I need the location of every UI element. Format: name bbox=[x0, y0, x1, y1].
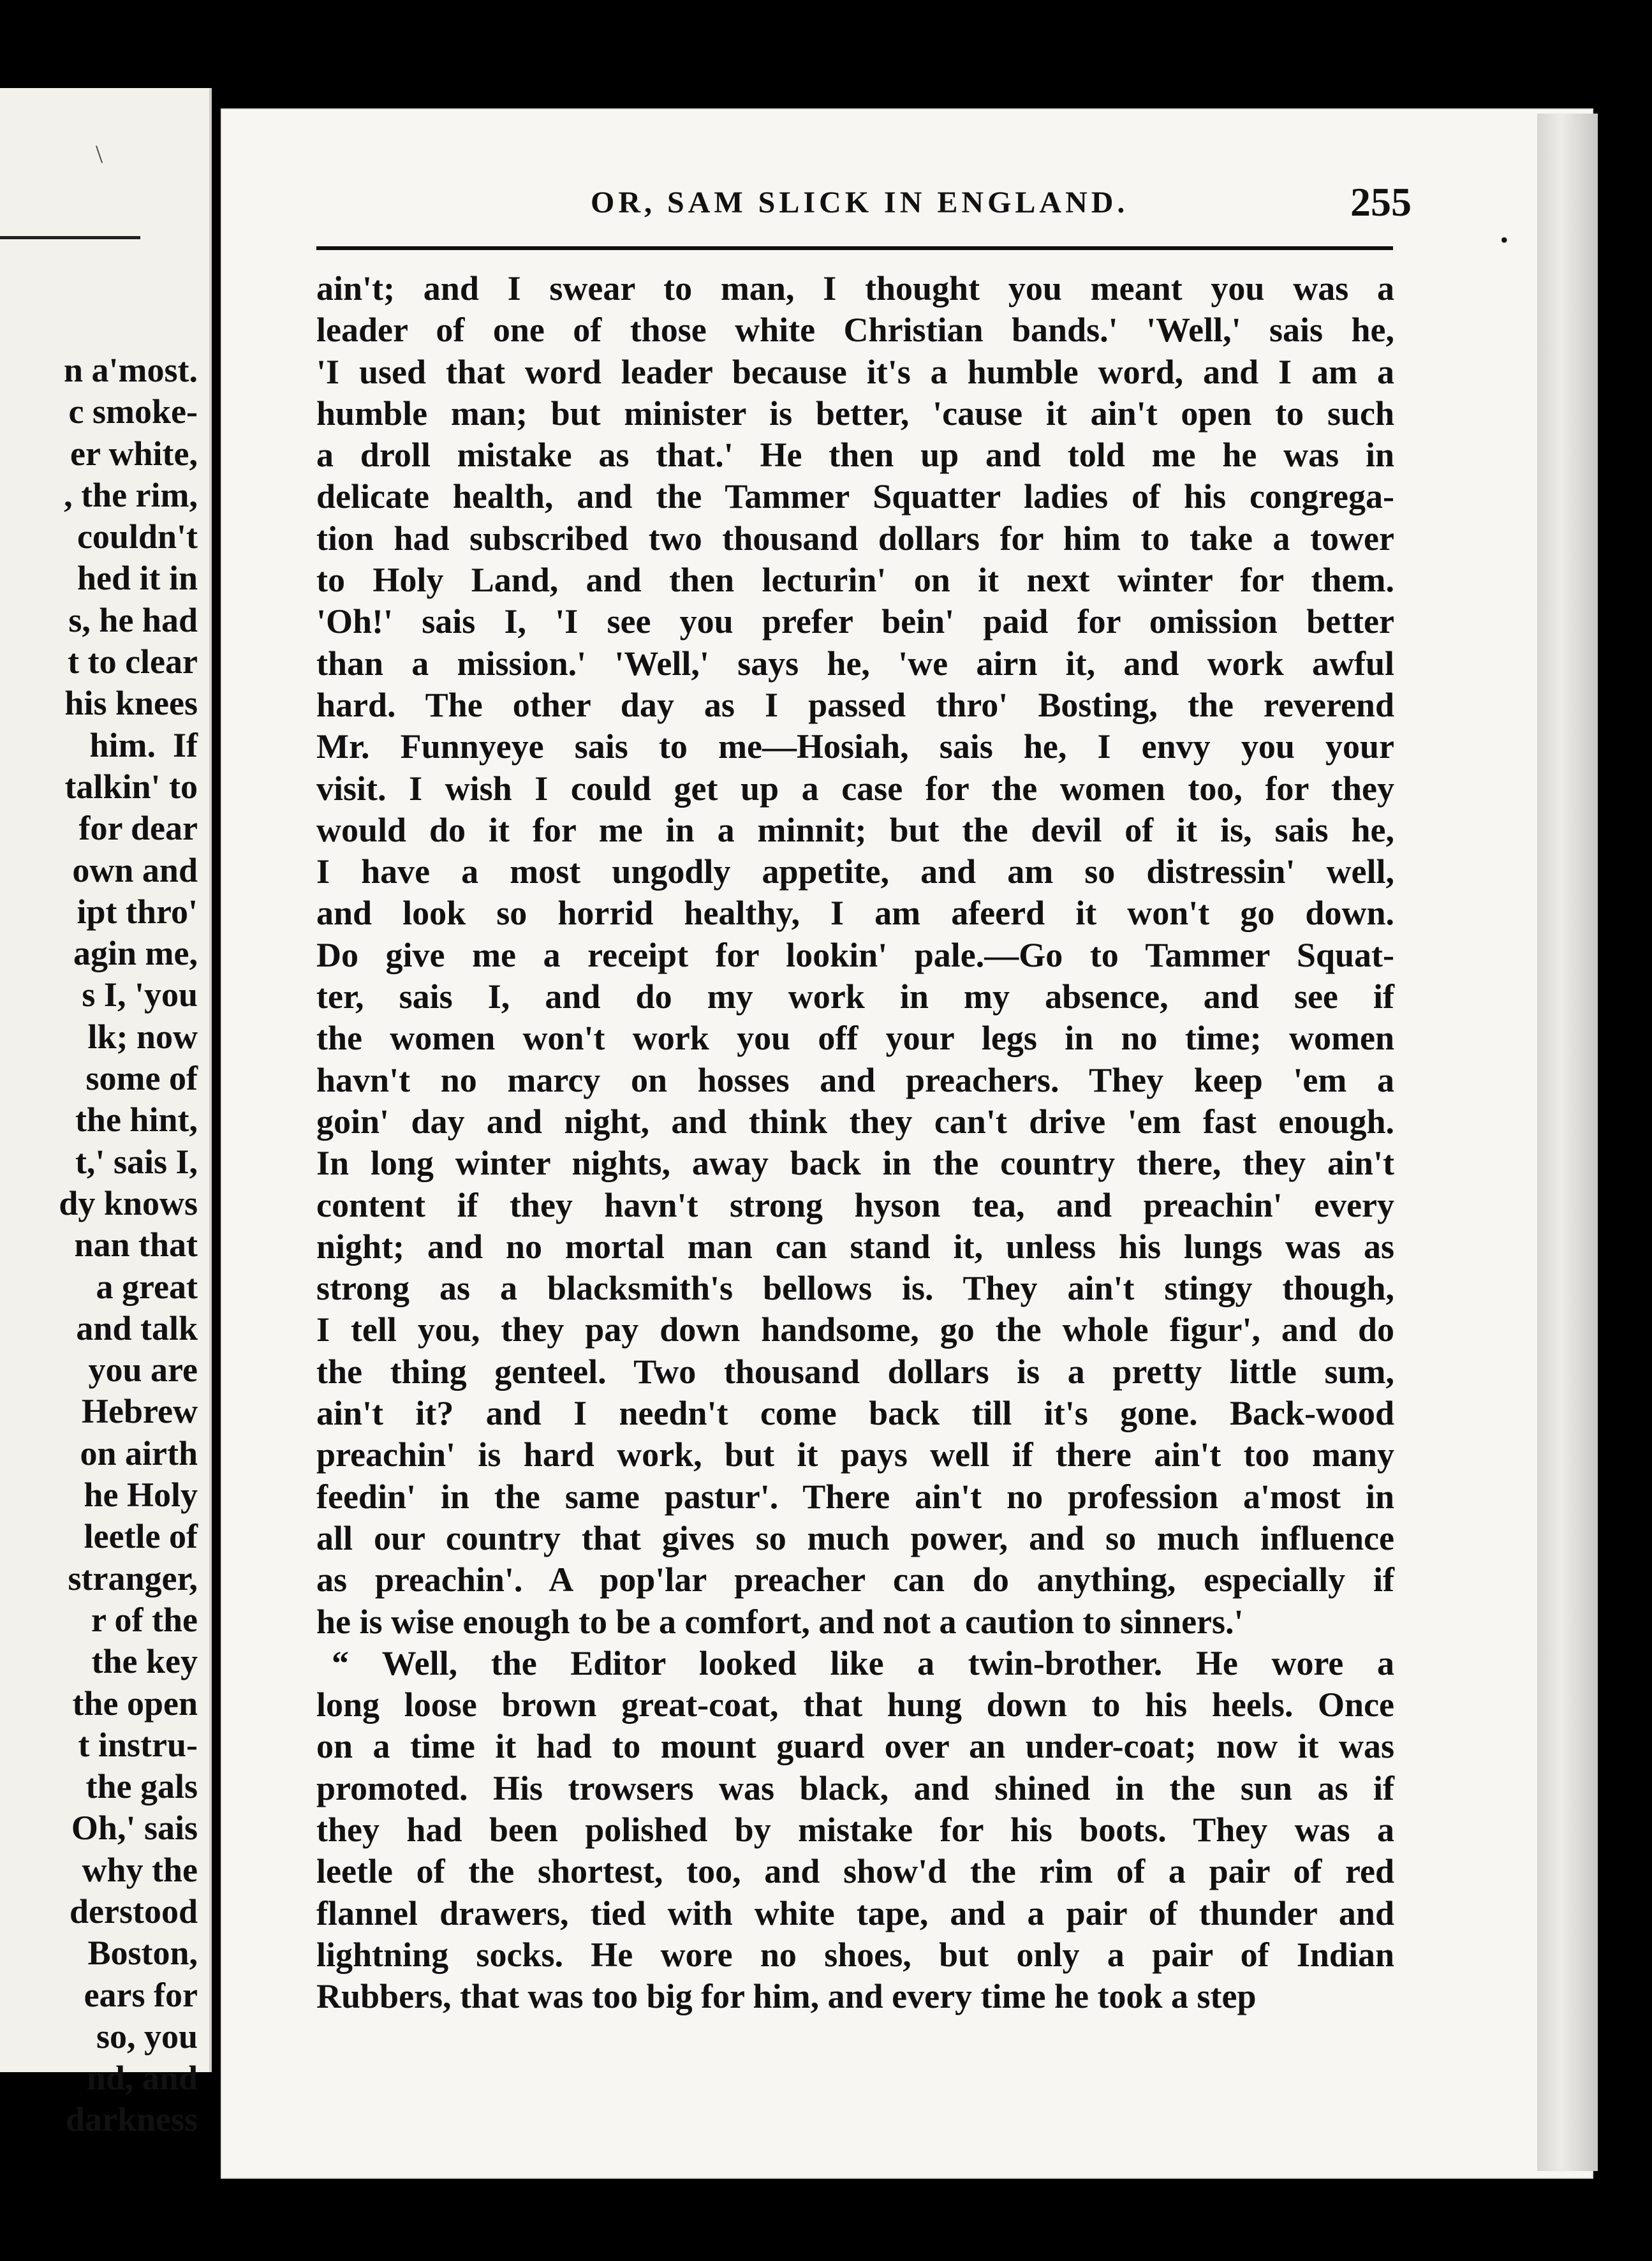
left-page-line: he Holy bbox=[84, 1476, 198, 1515]
left-page-line: nd, and bbox=[86, 2059, 198, 2098]
left-page-line: er white, bbox=[70, 434, 198, 473]
left-page-line: leetle of bbox=[84, 1517, 198, 1556]
body-line: to Holy Land, and then lecturin' on it next winter for them. bbox=[316, 561, 1394, 600]
stray-mark: • bbox=[1500, 227, 1508, 253]
header-rule bbox=[316, 246, 1393, 250]
left-page-line: couldn't bbox=[77, 517, 198, 556]
left-page-mark: \ bbox=[96, 140, 103, 168]
body-line: I have a most ungodly appetite, and am so distressin' well, bbox=[316, 852, 1394, 891]
body-line: the thing genteel. Two thousand dollars is a pretty little sum, bbox=[316, 1352, 1394, 1391]
body-line: goin' day and night, and think they can't drive 'em fast enough. bbox=[316, 1102, 1394, 1141]
body-line: they had been polished by mistake for his boots. They was a bbox=[316, 1810, 1394, 1849]
body-line: leetle of the shortest, too, and show'd the rim of a pair of red bbox=[316, 1852, 1394, 1891]
left-page-line: stranger, bbox=[68, 1559, 198, 1598]
left-page-line: why the bbox=[82, 1850, 198, 1889]
body-line: night; and no mortal man can stand it, unless his lungs was as bbox=[316, 1227, 1394, 1266]
left-page-line: you are bbox=[88, 1351, 198, 1390]
left-page-line: t instru- bbox=[78, 1725, 198, 1764]
left-page-line: nan that bbox=[74, 1226, 198, 1264]
body-line: all our country that gives so much power, and so much influence bbox=[316, 1518, 1394, 1557]
left-page-line: ears for bbox=[84, 1975, 198, 2014]
left-page-rule bbox=[0, 236, 140, 239]
left-page bbox=[0, 88, 212, 2139]
left-page-line: r of the bbox=[91, 1600, 198, 1639]
body-line: leader of one of those white Christian bands.' 'Well,' sais he, bbox=[316, 311, 1394, 350]
left-page-line: and talk bbox=[76, 1308, 198, 1347]
page-number: 255 bbox=[1350, 179, 1412, 225]
body-line: In long winter nights, away back in the country there, they ain't bbox=[316, 1144, 1394, 1183]
body-line: feedin' in the same pastur'. There ain't no profession a'most in bbox=[316, 1477, 1394, 1516]
body-line: Do give me a receipt for lookin' pale.—Go to Tammer Squat- bbox=[316, 935, 1394, 974]
body-line: a droll mistake as that.' He then up and told me he was in bbox=[316, 436, 1394, 475]
body-line: I tell you, they pay down handsome, go the whole figur', and do bbox=[316, 1310, 1394, 1349]
left-page-line: on airth bbox=[80, 1434, 198, 1472]
left-page-line: darkness bbox=[65, 2100, 198, 2139]
left-page-line: ipt thro' bbox=[77, 892, 198, 931]
body-line: the women won't work you off your legs in no time; women bbox=[316, 1019, 1394, 1058]
body-line: and look so horrid healthy, I am afeerd it won't go down. bbox=[316, 894, 1394, 933]
left-page-line: own and bbox=[72, 850, 198, 889]
body-line: visit. I wish I could get up a case for the women too, for they bbox=[316, 769, 1394, 808]
body-line: would do it for me in a minnit; but the devil of it is, sais he, bbox=[316, 810, 1394, 849]
body-line: ain't it? and I needn't come back till it's gone. Back-wood bbox=[316, 1394, 1394, 1433]
left-page-line: the hint, bbox=[75, 1101, 198, 1139]
left-page-line: s I, 'you bbox=[82, 975, 198, 1014]
left-page-line: him. If bbox=[89, 725, 198, 764]
right-page bbox=[221, 108, 1593, 2179]
page-header bbox=[221, 179, 1593, 242]
body-line: “ Well, the Editor looked like a twin-brother. He wore a bbox=[332, 1643, 1394, 1682]
body-line: preachin' is hard work, but it pays well if there ain't too many bbox=[316, 1435, 1394, 1474]
body-line: strong as a blacksmith's bellows is. They ain't stingy though, bbox=[316, 1269, 1394, 1308]
left-page-text bbox=[59, 350, 198, 2141]
left-page-line: Hebrew bbox=[82, 1392, 198, 1431]
body-line: long loose brown great-coat, that hung down to his heels. Once bbox=[316, 1686, 1394, 1724]
running-head: OR, SAM SLICK IN ENGLAND. bbox=[591, 186, 1129, 219]
body-line: delicate health, and the Tammer Squatter ladies of his congrega- bbox=[316, 477, 1394, 516]
left-page-line: talkin' to bbox=[64, 767, 198, 806]
left-page-line: his knees bbox=[64, 684, 198, 723]
body-line: havn't no marcy on hosses and preachers. They keep 'em a bbox=[316, 1060, 1394, 1099]
body-line: ter, sais I, and do my work in my absence, and see if bbox=[316, 977, 1394, 1016]
left-page-line: the open bbox=[72, 1684, 198, 1723]
left-page-line: c smoke- bbox=[68, 392, 198, 431]
left-page-line: hed it in bbox=[77, 559, 198, 598]
body-text bbox=[316, 268, 1394, 2017]
body-line: Mr. Funnyeye sais to me—Hosiah, sais he, I envy you your bbox=[316, 727, 1394, 766]
left-page-line: t,' sais I, bbox=[75, 1142, 198, 1181]
left-page-line: Oh,' sais bbox=[71, 1809, 198, 1848]
left-page-line: derstood bbox=[70, 1892, 198, 1931]
body-line: tion had subscribed two thousand dollars for him to take a tower bbox=[316, 519, 1394, 558]
left-page-line: agin me, bbox=[73, 934, 198, 973]
body-line: as preachin'. A pop'lar preacher can do anything, especially if bbox=[316, 1560, 1394, 1599]
body-line: Rubbers, that was too big for him, and every time he took a step bbox=[316, 1977, 1257, 2016]
left-page-line: the key bbox=[91, 1642, 198, 1681]
page-edge bbox=[1537, 114, 1598, 2171]
left-page-line: , the rim, bbox=[64, 475, 198, 514]
body-line: hard. The other day as I passed thro' Bosting, the reverend bbox=[316, 685, 1394, 724]
left-page-line: some of bbox=[85, 1059, 198, 1098]
body-line: he is wise enough to be a comfort, and not a caution to sinners.' bbox=[316, 1602, 1244, 1641]
body-line: ain't; and I swear to man, I thought you meant you was a bbox=[316, 269, 1394, 308]
left-page-line: a great bbox=[96, 1267, 198, 1306]
body-line: flannel drawers, tied with white tape, and a pair of thunder and bbox=[316, 1894, 1394, 1932]
left-page-line: t to clear bbox=[68, 642, 198, 681]
left-page-line: lk; now bbox=[87, 1017, 198, 1056]
left-page-line: Boston, bbox=[87, 1934, 198, 1973]
body-line: content if they havn't strong hyson tea, and preachin' every bbox=[316, 1185, 1394, 1224]
body-line: promoted. His trowsers was black, and shined in the sun as if bbox=[316, 1768, 1394, 1807]
body-line: 'I used that word leader because it's a humble word, and I am a bbox=[316, 352, 1394, 391]
body-line: lightning socks. He wore no shoes, but only a pair of Indian bbox=[316, 1935, 1394, 1974]
body-line: 'Oh!' sais I, 'I see you prefer bein' paid for omission better bbox=[316, 602, 1394, 641]
left-page-line: for dear bbox=[78, 809, 198, 848]
left-page-line: the gals bbox=[85, 1767, 198, 1806]
left-page-line: s, he had bbox=[68, 600, 198, 639]
left-page-line: n a'most. bbox=[63, 351, 198, 389]
body-line: than a mission.' 'Well,' says he, 'we airn it, and work awful bbox=[316, 644, 1394, 683]
left-page-line: so, you bbox=[96, 2017, 198, 2056]
left-page-line: dy knows bbox=[59, 1183, 198, 1222]
body-line: humble man; but minister is better, 'cause it ain't open to such bbox=[316, 394, 1394, 433]
body-line: on a time it had to mount guard over an under-coat; now it was bbox=[316, 1727, 1394, 1766]
